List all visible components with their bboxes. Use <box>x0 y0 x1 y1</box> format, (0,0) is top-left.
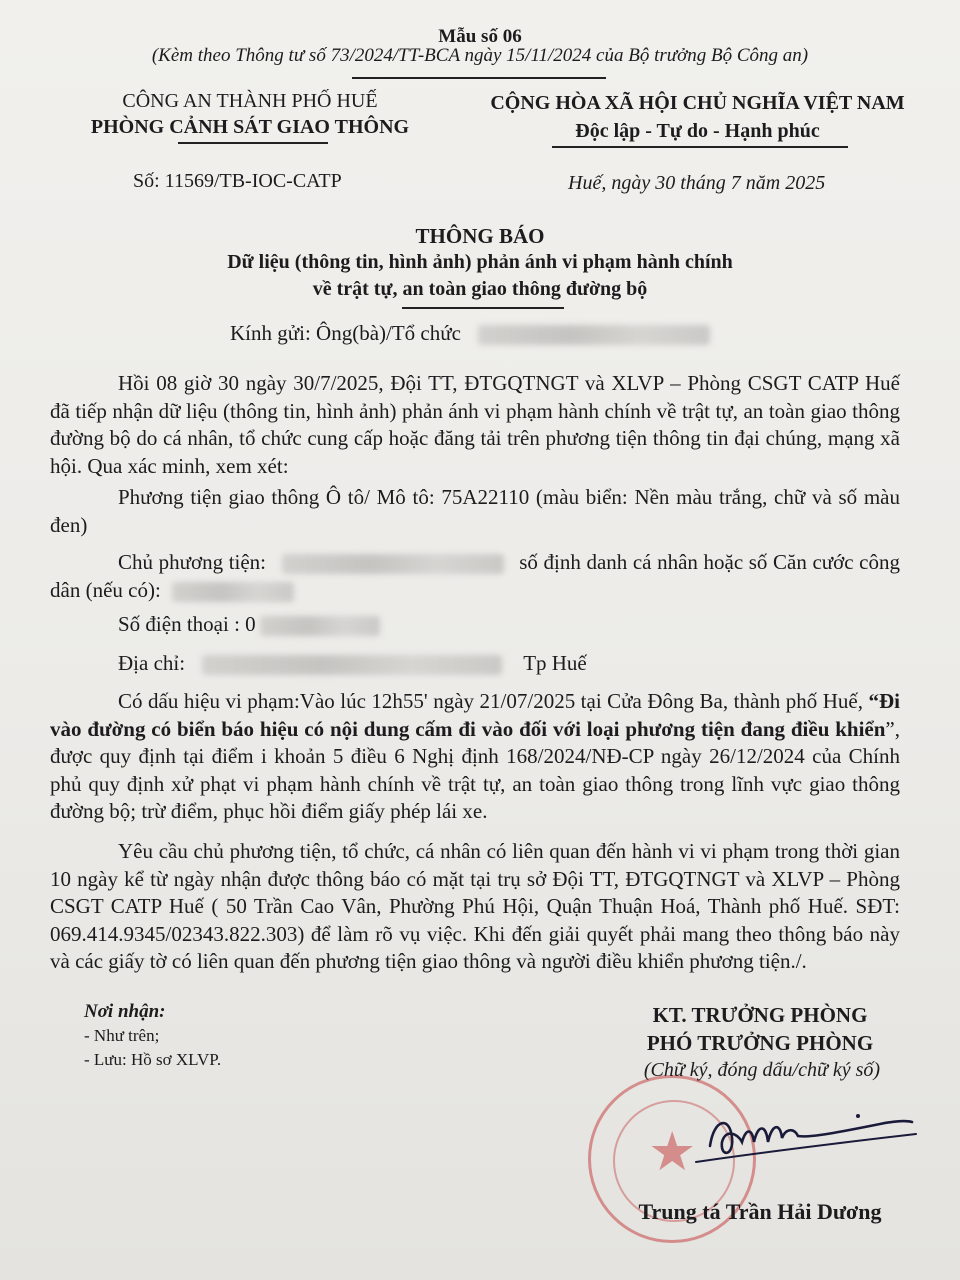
notice-title: THÔNG BÁO <box>415 224 545 248</box>
redacted-recipient <box>478 325 710 345</box>
violation-paragraph <box>50 688 900 826</box>
redacted-owner <box>282 554 504 574</box>
recipient-label: Kính gửi: Ông(bà)/Tổ chức <box>230 321 461 345</box>
address-line <box>118 651 587 676</box>
agency-parent: CÔNG AN THÀNH PHỐ HUẾ <box>122 90 378 112</box>
request-paragraph <box>50 838 900 976</box>
owner-line <box>50 549 900 604</box>
form-number: Mẫu số 06 <box>438 26 522 47</box>
handwritten-signature <box>690 1098 920 1178</box>
nation-motto: Độc lập - Tự do - Hạnh phúc <box>575 120 820 142</box>
redacted-phone <box>260 616 380 636</box>
recipient-item-1: - Như trên; <box>84 1026 160 1045</box>
signature-role-1: KT. TRƯỞNG PHÒNG <box>652 1003 868 1027</box>
signature-note: (Chữ ký, đóng dấu/chữ ký số) <box>643 1059 881 1081</box>
phone-label: Số điện thoại : 0 <box>118 612 256 636</box>
vehicle-paragraph <box>50 484 900 539</box>
recipients-label: Nơi nhận: <box>84 1001 166 1022</box>
request-text: Yêu cầu chủ phương tiện, tổ chức, cá nhân có liên quan đến hành vi vi phạm trong thời gian 10 ngày kể từ ngày nhận được thông báo có mặt tại trụ sở Đội TT, ĐTGQTNGT và XLVP – Phòng CSGT CATP Huế ( 50 Trần Cao Vân, Phường Phú Hội, Quận Thuận Hoá, Thành phố Huế. SĐT: 069.414.9345/02343.822.303) để làm rõ vụ việc. Khi đến giải quyết phải mang theo thông báo này và các giấy tờ có liên quan đến phương tiện giao thông và người điều khiển phương tiện./. <box>50 839 900 973</box>
owner-paragraph <box>50 549 900 604</box>
id-label: số định danh cá nhân hoặc số Căn cước công dân (nếu có): <box>50 550 901 602</box>
recipient-item-2: - Lưu: Hồ sơ XLVP. <box>84 1050 222 1069</box>
title-divider <box>402 307 564 309</box>
document-number: Số: 11569/TB-IOC-CATP <box>133 170 342 192</box>
agency-divider <box>178 142 328 144</box>
date-place: Huế, ngày 30 tháng 7 năm 2025 <box>568 172 826 194</box>
violation-bold: “Đi vào đường có biển báo hiệu có nội dung cấm đi vào đối với loại phương tiện đang điều khiển <box>50 689 900 741</box>
violation-suffix: ”, được quy định tại điểm i khoản 5 điều 6 Nghị định 168/2024/NĐ-CP ngày 26/12/2024 của Chính phủ quy định xử phạt vi phạm hành chính về trật tự, an toàn giao thông trong lĩnh vực giao thông đường bộ; trừ điểm, phục hồi điểm giấy phép lái xe. <box>50 716 900 823</box>
recipient-line <box>230 321 710 346</box>
phone-line <box>118 612 380 637</box>
seal-star-icon: ★ <box>648 1120 697 1183</box>
form-note: (Kèm theo Thông tư số 73/2024/TT-BCA ngày 15/11/2024 của Bộ trưởng Bộ Công an) <box>151 45 809 66</box>
vehicle-text: Phương tiện giao thông Ô tô/ Mô tô: 75A22110 (màu biển: Nền màu trắng, chữ và số màu đen) <box>50 485 900 537</box>
redacted-id <box>172 582 294 602</box>
violation-prefix: Có dấu hiệu vi phạm:Vào lúc 12h55' ngày 21/07/2025 tại Cửa Đông Ba, thành phố Huế, <box>118 689 869 713</box>
address-city: Tp Huế <box>523 651 587 675</box>
violation-text <box>50 688 900 826</box>
notice-subtitle-2: về trật tự, an toàn giao thông đường bộ <box>312 278 648 300</box>
intro-text: Hồi 08 giờ 30 ngày 30/7/2025, Đội TT, ĐTGQTNGT và XLVP – Phòng CSGT CATP Huế đã tiếp nhận dữ liệu (thông tin, hình ảnh) phản ánh vi phạm hành chính về trật tự, an toàn giao thông đường bộ do cá nhân, tổ chức cung cấp hoặc đăng tải trên phương tiện thông tin đại chúng, mạng xã hội. Qua xác minh, xem xét: <box>50 371 900 478</box>
nation-name: CỘNG HÒA XÃ HỘI CHỦ NGHĨA VIỆT NAM <box>490 92 905 114</box>
owner-label: Chủ phương tiện: <box>118 550 267 574</box>
intro-paragraph <box>50 370 900 480</box>
signer-name: Trung tá Trần Hải Dương <box>638 1199 882 1224</box>
nation-divider <box>552 146 848 148</box>
signature-role-2: PHÓ TRƯỞNG PHÒNG <box>646 1031 874 1055</box>
form-divider <box>352 77 606 79</box>
agency-name: PHÒNG CẢNH SÁT GIAO THÔNG <box>90 116 410 138</box>
address-label: Địa chỉ: <box>118 651 186 675</box>
notice-subtitle-1: Dữ liệu (thông tin, hình ảnh) phản ánh vi phạm hành chính <box>227 251 733 273</box>
redacted-address <box>202 655 502 675</box>
